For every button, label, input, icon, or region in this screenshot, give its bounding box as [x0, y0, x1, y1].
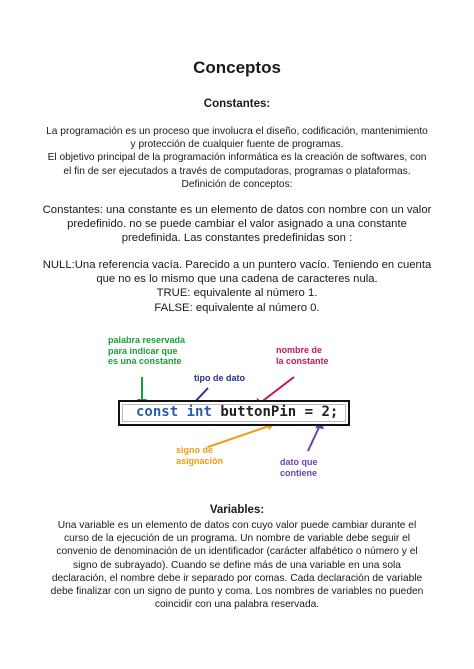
variables-line: Una variable es un elemento de datos con cuyo valor puede cambiar durante el [57, 520, 417, 531]
data-type-annotation: tipo de dato [194, 373, 245, 383]
predefined-line: FALSE: equivalente al número 0. [154, 301, 320, 314]
constant-name-annotation: nombre de la constante [276, 345, 329, 366]
code-line [136, 402, 338, 422]
variables-line: coincidir con una palabra reservada. [154, 599, 320, 611]
predefined-constants [30, 258, 444, 315]
variables-paragraph [30, 519, 444, 611]
variables-line: signo de subrayado). Cuando se define más de una variable en una sola [73, 559, 401, 571]
code-keyword-int: int [186, 404, 212, 420]
page-title: Conceptos [193, 58, 281, 77]
predefined-line: TRUE: equivalente al número 1. [156, 287, 318, 300]
code-keyword-const: const [136, 404, 179, 420]
variables-heading: Variables: [209, 504, 265, 516]
predefined-line: que no es lo mismo que una cadena de caracteres nula. [96, 273, 378, 286]
intro-line: y protección de cualquier fuente de programas. [130, 139, 344, 151]
data-value-annotation: dato que contiene [280, 457, 318, 478]
code-box [118, 400, 350, 426]
variables-line: debe finalizar con un signo de punto y coma. Los nombres de variables no pueden [50, 586, 424, 598]
reserved-word-annotation: palabra reservada para indicar que es una constante [108, 335, 186, 366]
constant-definition [30, 203, 444, 246]
variables-line: declaración, el nombre debe ir separado por comas. Cada declaración de variable [51, 572, 423, 584]
definition-line: predefinido. no se puede cambiar el valor asignado a una constante [67, 218, 407, 231]
definition-line: Constantes: una constante es un elemento de datos con nombre con un valor [42, 204, 432, 216]
variables-line: curso de la ejecución de un programa. Un nombre de variable debe seguir el [63, 533, 411, 545]
constant-diagram [100, 333, 370, 483]
definition-line: predefinida. Las constantes predefinidas son : [121, 232, 353, 245]
code-identifier: buttonPin [220, 404, 297, 420]
intro-line: el fin de ser ejecutados a través de computadoras, programas o plataformas. [63, 165, 411, 177]
constantes-heading: Constantes: [203, 98, 271, 110]
intro-line: Definición de conceptos: [181, 178, 293, 190]
code-assignment: = 2; [296, 404, 339, 420]
intro-line: El objetivo principal de la programación informática es la creación de softwares, con [47, 152, 427, 164]
intro-paragraph [30, 125, 444, 191]
predefined-line: NULL:Una referencia vacía. Parecido a un puntero vacío. Teniendo en cuenta [42, 259, 432, 271]
assignment-sign-annotation: signo de asignación [176, 445, 224, 466]
variables-line: convenio de denominación de un identificador (carácter alfabético o número y el [56, 546, 418, 558]
data-arrow [308, 425, 320, 451]
assign-arrow [208, 425, 272, 447]
intro-line: La programación es un proceso que involucra el diseño, codificación, mantenimiento [46, 126, 428, 137]
